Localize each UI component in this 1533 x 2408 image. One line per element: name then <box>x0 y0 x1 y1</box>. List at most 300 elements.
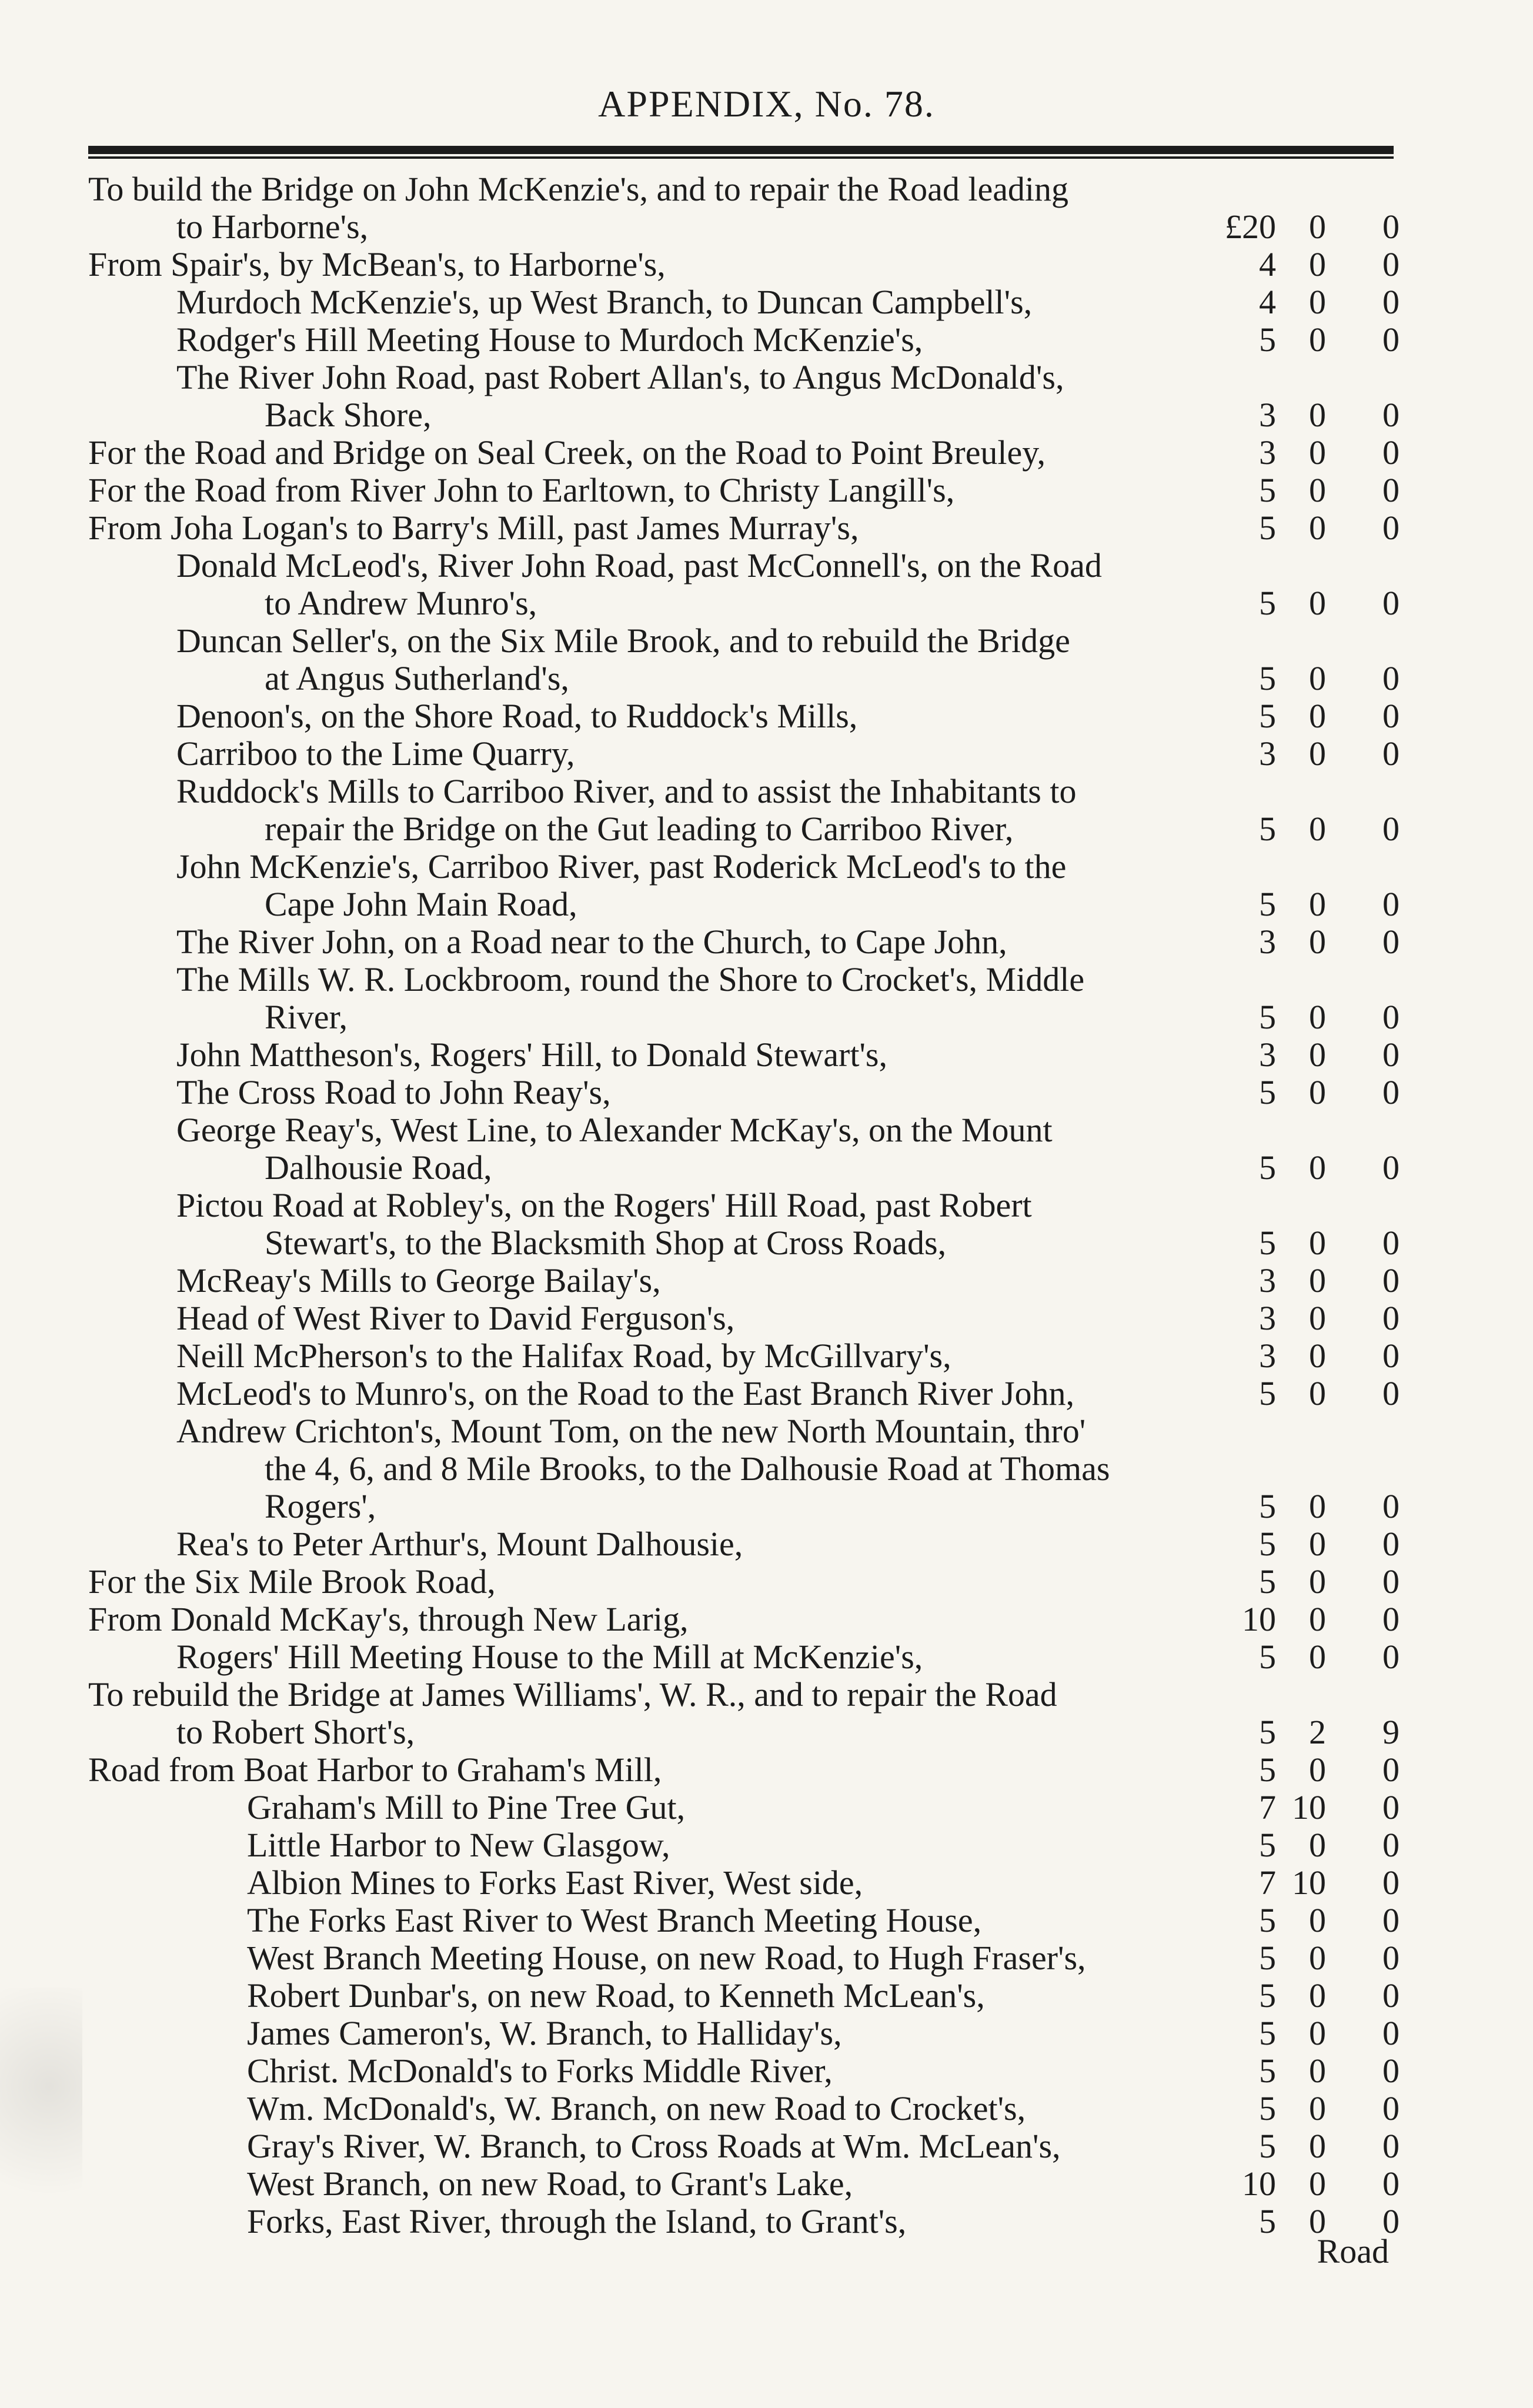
description-line: Rea's to Peter Arthur's, Mount Dalhousie, <box>176 1525 743 1563</box>
shillings-value: 0 <box>1309 396 1326 434</box>
row-description <box>88 1300 1194 1337</box>
row-description <box>88 1939 1194 1977</box>
description-line: From Joha Logan's to Barry's Mill, past James Murray's, <box>88 509 859 547</box>
shillings-value: 0 <box>1309 1036 1326 1074</box>
pence-value: 0 <box>1382 1148 1400 1187</box>
description-line: West Branch Meeting House, on new Road, to Hugh Fraser's, <box>247 1939 1086 1977</box>
row-amount <box>1205 886 1400 923</box>
row-description <box>88 1864 1194 1902</box>
shillings-value: 0 <box>1309 1976 1326 2015</box>
pence-value: 0 <box>1382 245 1400 283</box>
shillings-value: 0 <box>1309 1374 1326 1412</box>
table-row <box>88 622 1400 697</box>
shillings-value: 0 <box>1309 697 1326 735</box>
shillings-value: 0 <box>1309 208 1326 246</box>
pounds-value: 7 <box>1259 1788 1276 1826</box>
shillings-value: 0 <box>1309 1148 1326 1187</box>
row-amount <box>1205 434 1400 472</box>
description-line: Cape John Main Road, <box>265 885 577 923</box>
description-line: From Donald McKay's, through New Larig, <box>88 1600 689 1638</box>
description-line: For the Road and Bridge on Seal Creek, on the Road to Point Breuley, <box>88 433 1046 472</box>
table-row <box>88 1375 1400 1412</box>
pence-value: 0 <box>1382 1939 1400 1977</box>
table-row <box>88 735 1400 773</box>
pounds-value: 5 <box>1259 1826 1276 1864</box>
pounds-value: 5 <box>1259 584 1276 622</box>
row-amount <box>1205 998 1400 1036</box>
row-amount <box>1205 1864 1400 1902</box>
pounds-value: 5 <box>1259 1901 1276 1939</box>
table-row <box>88 697 1400 735</box>
shillings-value: 0 <box>1309 2127 1326 2165</box>
description-line: McReay's Mills to George Bailay's, <box>176 1261 661 1300</box>
description-line: the 4, 6, and 8 Mile Brooks, to the Dalhousie Road at Thomas <box>265 1450 1110 1488</box>
description-line: Robert Dunbar's, on new Road, to Kenneth McLean's, <box>247 1976 985 2015</box>
row-amount <box>1205 246 1400 283</box>
shillings-value: 0 <box>1309 584 1326 622</box>
description-line: The Mills W. R. Lockbroom, round the Shore to Crocket's, Middle <box>176 960 1085 998</box>
description-line: The Forks East River to West Branch Meeting House, <box>247 1901 982 1939</box>
row-amount <box>1205 472 1400 509</box>
row-description <box>88 434 1194 472</box>
pence-value: 0 <box>1382 1487 1400 1525</box>
row-amount <box>1205 1375 1400 1412</box>
description-line: John Mattheson's, Rogers' Hill, to Donald Stewart's, <box>176 1036 887 1074</box>
description-line: For the Six Mile Brook Road, <box>88 1562 496 1601</box>
pence-value: 0 <box>1382 1826 1400 1864</box>
pounds-value: 5 <box>1259 1073 1276 1111</box>
row-amount <box>1205 1789 1400 1826</box>
shillings-value: 0 <box>1309 2165 1326 2203</box>
row-description <box>88 1751 1194 1789</box>
pounds-value: 5 <box>1259 320 1276 359</box>
shillings-value: 0 <box>1309 1826 1326 1864</box>
description-line: Duncan Seller's, on the Six Mile Brook, and to rebuild the Bridge <box>176 622 1070 660</box>
row-description <box>88 1977 1194 2015</box>
shillings-value: 0 <box>1309 1751 1326 1789</box>
description-line: McLeod's to Munro's, on the Road to the East Branch River John, <box>176 1374 1075 1412</box>
row-description <box>88 697 1194 735</box>
pounds-value: 5 <box>1259 1224 1276 1262</box>
table-row <box>88 1826 1400 1864</box>
table-row <box>88 1262 1400 1300</box>
pence-value: 0 <box>1382 1600 1400 1638</box>
shillings-value: 0 <box>1309 433 1326 472</box>
shillings-value: 0 <box>1309 2089 1326 2128</box>
description-line: at Angus Sutherland's, <box>265 659 569 697</box>
pence-value: 0 <box>1382 2165 1400 2203</box>
row-description <box>88 1036 1194 1074</box>
table-row <box>88 321 1400 359</box>
pounds-value: 7 <box>1259 1863 1276 1902</box>
table-row <box>88 2128 1400 2165</box>
description-line: to Andrew Munro's, <box>265 584 537 622</box>
pounds-value: 5 <box>1259 885 1276 923</box>
pounds-value: 5 <box>1259 1374 1276 1412</box>
shillings-value: 0 <box>1309 320 1326 359</box>
row-amount <box>1205 1224 1400 1262</box>
shillings-value: 0 <box>1309 1487 1326 1525</box>
description-line: River, <box>265 998 348 1036</box>
pounds-value: 5 <box>1259 697 1276 735</box>
pence-value: 0 <box>1382 1901 1400 1939</box>
row-amount <box>1205 2052 1400 2090</box>
row-description <box>88 735 1194 773</box>
table-row <box>88 2203 1400 2240</box>
row-amount <box>1205 1939 1400 1977</box>
pounds-value: 3 <box>1259 734 1276 773</box>
description-line: Rodger's Hill Meeting House to Murdoch McKenzie's, <box>176 320 923 359</box>
pence-value: 0 <box>1382 1788 1400 1826</box>
row-amount <box>1205 1488 1400 1525</box>
description-line: Carriboo to the Lime Quarry, <box>176 734 575 773</box>
row-description <box>88 472 1194 509</box>
pence-value: 0 <box>1382 2202 1400 2240</box>
pence-value: 0 <box>1382 509 1400 547</box>
table-row <box>88 1789 1400 1826</box>
table-row <box>88 1300 1400 1337</box>
description-line: Graham's Mill to Pine Tree Gut, <box>247 1788 686 1826</box>
pounds-value: 3 <box>1259 1337 1276 1375</box>
row-amount <box>1205 1826 1400 1864</box>
row-description <box>88 1262 1194 1300</box>
shillings-value: 0 <box>1309 810 1326 848</box>
shillings-value: 0 <box>1309 1939 1326 1977</box>
pence-value: 0 <box>1382 734 1400 773</box>
shillings-value: 0 <box>1309 1073 1326 1111</box>
pence-value: 0 <box>1382 1224 1400 1262</box>
paper-speckle <box>0 1988 82 2235</box>
row-description <box>88 1902 1194 1939</box>
description-line: Rogers' Hill Meeting House to the Mill at McKenzie's, <box>176 1638 923 1676</box>
row-description <box>88 2165 1194 2203</box>
row-description <box>88 848 1194 923</box>
description-line: To build the Bridge on John McKenzie's, and to repair the Road leading <box>88 170 1069 208</box>
row-description <box>88 961 1194 1036</box>
table-row <box>88 2052 1400 2090</box>
pence-value: 0 <box>1382 2089 1400 2128</box>
description-line: Road from Boat Harbor to Graham's Mill, <box>88 1751 662 1789</box>
pounds-value: 5 <box>1259 2202 1276 2240</box>
shillings-value: 10 <box>1292 1863 1326 1902</box>
row-description <box>88 1638 1194 1676</box>
description-line: Wm. McDonald's, W. Branch, on new Road to Crocket's, <box>247 2089 1026 2128</box>
description-line: Head of West River to David Ferguson's, <box>176 1299 735 1337</box>
table-row <box>88 547 1400 622</box>
table-row <box>88 509 1400 547</box>
row-description <box>88 1375 1194 1412</box>
shillings-value: 0 <box>1309 1600 1326 1638</box>
description-line: Gray's River, W. Branch, to Cross Roads at Wm. McLean's, <box>247 2127 1061 2165</box>
pounds-value: 3 <box>1259 1299 1276 1337</box>
table-row <box>88 923 1400 961</box>
pence-value: 0 <box>1382 1863 1400 1902</box>
row-amount <box>1205 1337 1400 1375</box>
row-amount <box>1205 396 1400 434</box>
catchword: Road <box>1317 2232 1389 2270</box>
row-description <box>88 1525 1194 1563</box>
description-line: repair the Bridge on the Gut leading to Carriboo River, <box>265 810 1014 848</box>
pounds-value: 4 <box>1259 283 1276 321</box>
pounds-value: 5 <box>1259 1562 1276 1601</box>
shillings-value: 0 <box>1309 1261 1326 1300</box>
pence-value: 0 <box>1382 396 1400 434</box>
pounds-value: 5 <box>1259 1487 1276 1525</box>
row-description <box>88 1111 1194 1187</box>
row-amount <box>1205 1601 1400 1638</box>
shillings-value: 0 <box>1309 1901 1326 1939</box>
pence-value: 0 <box>1382 1525 1400 1563</box>
pounds-value: 3 <box>1259 1036 1276 1074</box>
pounds-value: 5 <box>1259 1976 1276 2015</box>
pounds-value: 5 <box>1259 1713 1276 1751</box>
table-row <box>88 773 1400 848</box>
pence-value: 0 <box>1382 885 1400 923</box>
shillings-value: 10 <box>1292 1788 1326 1826</box>
pounds-value: 5 <box>1259 1939 1276 1977</box>
pounds-value: 5 <box>1259 1148 1276 1187</box>
table-row <box>88 1864 1400 1902</box>
shillings-value: 0 <box>1309 1562 1326 1601</box>
description-line: Neill McPherson's to the Halifax Road, by McGillvary's, <box>176 1337 951 1375</box>
row-description <box>88 2203 1194 2240</box>
shillings-value: 0 <box>1309 2202 1326 2240</box>
table-row <box>88 1337 1400 1375</box>
pounds-value: 3 <box>1259 396 1276 434</box>
pence-value: 0 <box>1382 1261 1400 1300</box>
description-line: Rogers', <box>265 1487 376 1525</box>
shillings-value: 0 <box>1309 1525 1326 1563</box>
row-amount <box>1205 321 1400 359</box>
pence-value: 0 <box>1382 659 1400 697</box>
row-description <box>88 2128 1194 2165</box>
pence-value: 0 <box>1382 471 1400 509</box>
row-description <box>88 171 1194 246</box>
table-row <box>88 2090 1400 2128</box>
description-line: Stewart's, to the Blacksmith Shop at Cross Roads, <box>265 1224 947 1262</box>
row-description <box>88 2052 1194 2090</box>
table-row <box>88 961 1400 1036</box>
row-amount <box>1205 208 1400 246</box>
shillings-value: 0 <box>1309 2014 1326 2052</box>
header-rule-thick <box>88 146 1394 154</box>
pounds-value: £20 <box>1225 208 1276 246</box>
table-row <box>88 1977 1400 2015</box>
row-description <box>88 321 1194 359</box>
pounds-value: 4 <box>1259 245 1276 283</box>
table-row <box>88 1751 1400 1789</box>
pence-value: 0 <box>1382 1976 1400 2015</box>
pounds-value: 5 <box>1259 659 1276 697</box>
header-rule-thin <box>88 156 1394 159</box>
shillings-value: 0 <box>1309 885 1326 923</box>
row-description <box>88 1826 1194 1864</box>
row-amount <box>1205 585 1400 622</box>
pounds-value: 5 <box>1259 2089 1276 2128</box>
table-row <box>88 171 1400 246</box>
row-amount <box>1205 1751 1400 1789</box>
row-amount <box>1205 1902 1400 1939</box>
shillings-value: 0 <box>1309 659 1326 697</box>
pounds-value: 3 <box>1259 923 1276 961</box>
row-amount <box>1205 1300 1400 1337</box>
description-line: To rebuild the Bridge at James Williams', W. R., and to repair the Road <box>88 1675 1057 1714</box>
row-amount <box>1205 1563 1400 1601</box>
row-amount <box>1205 2090 1400 2128</box>
appropriation-table <box>88 171 1400 2240</box>
shillings-value: 2 <box>1309 1713 1326 1751</box>
shillings-value: 0 <box>1309 1299 1326 1337</box>
row-description <box>88 923 1194 961</box>
description-line: Denoon's, on the Shore Road, to Ruddock's Mills, <box>176 697 858 735</box>
table-row <box>88 1187 1400 1262</box>
pence-value: 0 <box>1382 1299 1400 1337</box>
pence-value: 0 <box>1382 1374 1400 1412</box>
description-line: Murdoch McKenzie's, up West Branch, to Duncan Campbell's, <box>176 283 1033 321</box>
shillings-value: 0 <box>1309 471 1326 509</box>
shillings-value: 0 <box>1309 734 1326 773</box>
pounds-value: 5 <box>1259 1525 1276 1563</box>
pence-value: 0 <box>1382 283 1400 321</box>
row-amount <box>1205 1262 1400 1300</box>
row-amount <box>1205 735 1400 773</box>
description-line: Back Shore, <box>265 396 432 434</box>
table-row <box>88 1111 1400 1187</box>
row-amount <box>1205 1036 1400 1074</box>
description-line: Albion Mines to Forks East River, West side, <box>247 1863 863 1902</box>
row-description <box>88 773 1194 848</box>
description-line: James Cameron's, W. Branch, to Halliday's, <box>247 2014 842 2052</box>
pounds-value: 5 <box>1259 509 1276 547</box>
row-description <box>88 2090 1194 2128</box>
pence-value: 0 <box>1382 1638 1400 1676</box>
shillings-value: 0 <box>1309 1337 1326 1375</box>
row-amount <box>1205 923 1400 961</box>
row-description <box>88 1789 1194 1826</box>
row-amount <box>1205 2128 1400 2165</box>
description-line: For the Road from River John to Earltown, to Christy Langill's, <box>88 471 955 509</box>
row-amount <box>1205 2015 1400 2052</box>
pence-value: 0 <box>1382 584 1400 622</box>
description-line: The River John Road, past Robert Allan's, to Angus McDonald's, <box>176 358 1064 396</box>
table-row <box>88 283 1400 321</box>
description-line: West Branch, on new Road, to Grant's Lake, <box>247 2165 853 2203</box>
table-row <box>88 2015 1400 2052</box>
row-description <box>88 1563 1194 1601</box>
row-amount <box>1205 1714 1400 1751</box>
row-amount <box>1205 283 1400 321</box>
row-description <box>88 622 1194 697</box>
shillings-value: 0 <box>1309 998 1326 1036</box>
description-line: From Spair's, by McBean's, to Harborne's, <box>88 245 666 283</box>
table-row <box>88 1601 1400 1638</box>
row-description <box>88 1187 1194 1262</box>
description-line: The River John, on a Road near to the Church, to Cape John, <box>176 923 1007 961</box>
shillings-value: 0 <box>1309 923 1326 961</box>
row-amount <box>1205 697 1400 735</box>
row-amount <box>1205 1149 1400 1187</box>
row-description <box>88 509 1194 547</box>
description-line: Pictou Road at Robley's, on the Rogers' Hill Road, past Robert <box>176 1186 1032 1224</box>
pence-value: 0 <box>1382 2127 1400 2165</box>
table-row <box>88 1638 1400 1676</box>
row-description <box>88 2015 1194 2052</box>
pounds-value: 10 <box>1242 2165 1276 2203</box>
table-row <box>88 246 1400 283</box>
row-description <box>88 1601 1194 1638</box>
table-row <box>88 1412 1400 1525</box>
pence-value: 0 <box>1382 1562 1400 1601</box>
pence-value: 0 <box>1382 2052 1400 2090</box>
pence-value: 0 <box>1382 433 1400 472</box>
shillings-value: 0 <box>1309 2052 1326 2090</box>
pence-value: 0 <box>1382 810 1400 848</box>
row-description <box>88 1074 1194 1111</box>
table-row <box>88 1036 1400 1074</box>
row-amount <box>1205 2165 1400 2203</box>
row-amount <box>1205 810 1400 848</box>
row-description <box>88 1412 1194 1525</box>
row-description <box>88 547 1194 622</box>
pence-value: 0 <box>1382 2014 1400 2052</box>
pounds-value: 5 <box>1259 471 1276 509</box>
pence-value: 0 <box>1382 1337 1400 1375</box>
table-row <box>88 1563 1400 1601</box>
pence-value: 0 <box>1382 998 1400 1036</box>
pounds-value: 5 <box>1259 1638 1276 1676</box>
pounds-value: 5 <box>1259 998 1276 1036</box>
pence-value: 0 <box>1382 923 1400 961</box>
description-line: Dalhousie Road, <box>265 1148 492 1187</box>
row-amount <box>1205 1525 1400 1563</box>
row-description <box>88 1337 1194 1375</box>
row-description <box>88 1676 1194 1751</box>
pounds-value: 3 <box>1259 433 1276 472</box>
row-amount <box>1205 660 1400 697</box>
table-row <box>88 848 1400 923</box>
row-description <box>88 246 1194 283</box>
pence-value: 0 <box>1382 1073 1400 1111</box>
row-amount <box>1205 1638 1400 1676</box>
table-row <box>88 1939 1400 1977</box>
pence-value: 0 <box>1382 697 1400 735</box>
description-line: George Reay's, West Line, to Alexander McKay's, on the Mount <box>176 1111 1053 1149</box>
pence-value: 0 <box>1382 1036 1400 1074</box>
table-row <box>88 2165 1400 2203</box>
pounds-value: 5 <box>1259 810 1276 848</box>
description-line: Ruddock's Mills to Carriboo River, and to assist the Inhabitants to <box>176 772 1077 810</box>
description-line: Christ. McDonald's to Forks Middle River, <box>247 2052 833 2090</box>
description-line: John McKenzie's, Carriboo River, past Roderick McLeod's to the <box>176 847 1067 886</box>
description-line: The Cross Road to John Reay's, <box>176 1073 611 1111</box>
table-row <box>88 1074 1400 1111</box>
description-line: Andrew Crichton's, Mount Tom, on the new North Mountain, thro' <box>176 1412 1086 1450</box>
description-line: Forks, East River, through the Island, to Grant's, <box>247 2202 907 2240</box>
shillings-value: 0 <box>1309 1638 1326 1676</box>
row-amount <box>1205 509 1400 547</box>
shillings-value: 0 <box>1309 283 1326 321</box>
shillings-value: 0 <box>1309 245 1326 283</box>
table-row <box>88 1525 1400 1563</box>
pounds-value: 5 <box>1259 2014 1276 2052</box>
table-row <box>88 434 1400 472</box>
pence-value: 0 <box>1382 208 1400 246</box>
pence-value: 9 <box>1382 1713 1400 1751</box>
pounds-value: 5 <box>1259 1751 1276 1789</box>
page-title: APPENDIX, No. 78. <box>598 83 935 125</box>
pounds-value: 5 <box>1259 2127 1276 2165</box>
pence-value: 0 <box>1382 1751 1400 1789</box>
